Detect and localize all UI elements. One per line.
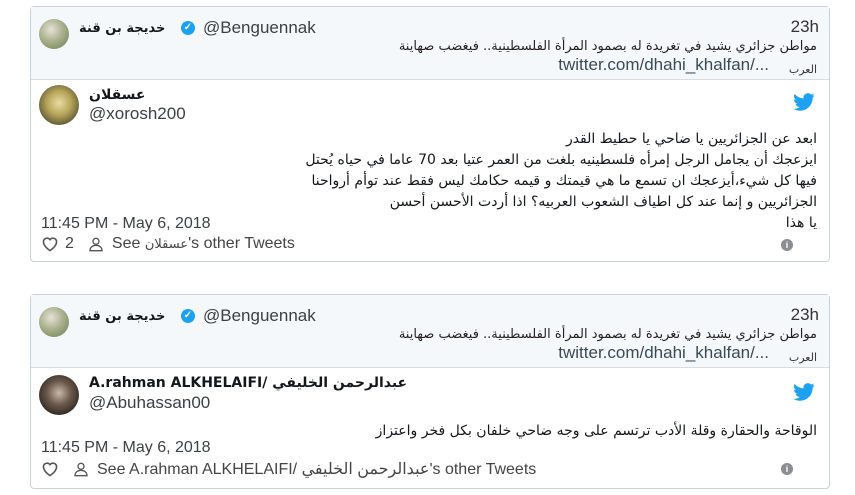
tweet-timestamp[interactable]: 11:45 PM - May 6, 2018 [41, 215, 211, 232]
person-icon [88, 236, 104, 252]
author-name[interactable]: A.rahman ALKHELAIFI/ عبدالرحمن الخليفي [89, 375, 408, 391]
tweet-line: الجزائريين و إنما عند كل اطياف الشعوب العربيه؟ اذا أردت الأحسن أحسن [389, 194, 817, 210]
quoted-tweet[interactable] [31, 295, 829, 368]
info-icon[interactable]: i [781, 239, 793, 251]
quoted-timestamp[interactable]: 23h [790, 17, 819, 36]
tweet-actions [41, 235, 295, 253]
tweet-line: الوقاحة والحقارة وقلة الأدب ترتسم على وجه ضاحي خلفان بكل فخر واعتزاز [375, 423, 817, 439]
verified-badge-icon: ✓ [181, 21, 195, 35]
avatar[interactable] [39, 375, 79, 415]
avatar[interactable] [39, 85, 79, 125]
author-handle[interactable]: @xorosh200 [89, 104, 186, 123]
author-name[interactable]: عسقلان [89, 87, 146, 103]
twitter-bird-icon[interactable] [793, 93, 815, 111]
see-other-tweets-link[interactable]: See عسقلان's other Tweets [111, 235, 295, 252]
info-icon[interactable]: i [781, 463, 793, 475]
quoted-timestamp[interactable]: 23h [790, 305, 819, 324]
quoted-author-name[interactable]: خديجة بن قنة [79, 309, 166, 324]
quoted-text: مواطن جزائري يشيد في تغريدة له بصمود المرأة الفلسطينية.. فيغضب صهاينة [398, 327, 817, 342]
quoted-link[interactable]: twitter.com/dhahi_khalfan/... [558, 55, 769, 74]
tweet-actions [41, 459, 536, 479]
heart-icon[interactable] [41, 236, 59, 252]
quoted-text-tail: العرب [788, 63, 817, 76]
tweet-line: ابعد عن الجزائريين يا ضاحي يا حطيط القدر [565, 131, 817, 147]
tweet-line: فيها كل شيء،أيزعجك ان تسمع ما هي قيمتك و قيمه حكامك ليس فقط عند توأم أرواحنا [311, 173, 817, 189]
author-handle[interactable]: @Abuhassan00 [89, 393, 211, 412]
quoted-text-tail: العرب [788, 351, 817, 364]
tweet-line: ايزعجك أن يجامل الرجل إمرأه فلسطينيه بلغت من العمر عتيا بعد 70 عاما في حياه يُحتل [305, 152, 817, 168]
quoted-author-handle[interactable]: @Benguennak [203, 306, 316, 325]
quoted-text: مواطن جزائري يشيد في تغريدة له بصمود المرأة الفلسطينية.. فيغضب صهاينة [398, 39, 817, 54]
tweet-card [30, 6, 830, 262]
tweet-timestamp[interactable]: 11:45 PM - May 6, 2018 [41, 439, 211, 456]
twitter-bird-icon[interactable] [793, 383, 815, 401]
like-count: 2 [65, 235, 74, 252]
verified-badge-icon: ✓ [181, 309, 195, 323]
quoted-avatar[interactable] [39, 19, 69, 49]
tweet-card [30, 294, 830, 489]
quoted-author-handle[interactable]: @Benguennak [203, 18, 316, 37]
quoted-link[interactable]: twitter.com/dhahi_khalfan/... [558, 343, 769, 362]
quoted-avatar[interactable] [39, 307, 69, 337]
person-icon [73, 461, 89, 477]
see-other-tweets-link[interactable]: See A.rahman ALKHELAIFI/ عبدالرحمن الخليفي's other Tweets [97, 461, 537, 478]
quoted-author-name[interactable]: خديجة بن قنة [79, 21, 166, 36]
tweet-line: يا هذا [785, 215, 817, 231]
heart-icon[interactable] [41, 461, 59, 477]
quoted-tweet[interactable] [31, 7, 829, 80]
